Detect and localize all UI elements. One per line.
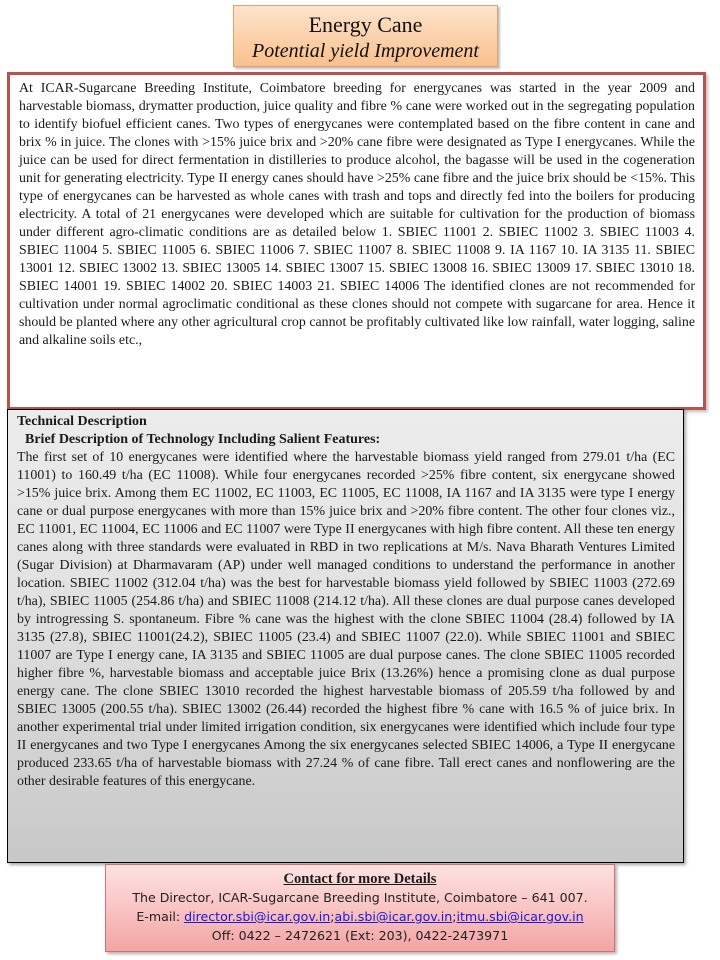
technical-subheading: Brief Description of Technology Including Salient Features: [25,432,381,447]
intro-section [7,72,706,410]
email-link-itmu[interactable]: itmu.sbi@icar.gov.in [456,909,584,924]
contact-phone: Off: 0422 – 2472621 (Ext: 203), 0422-2473971 [211,928,509,943]
page-title: Energy Cane [308,12,423,37]
contact-emails [106,907,614,926]
title-banner [233,5,498,67]
technical-heading: Technical Description [17,414,147,429]
email-separator: ; [330,909,335,924]
email-label: E-mail: [136,909,185,924]
contact-address: The Director, ICAR-Sugarcane Breeding Institute, Coimbatore – 641 007. [132,890,588,905]
page-subtitle: Potential yield Improvement [252,40,479,62]
email-link-director[interactable]: director.sbi@icar.gov.in [184,909,331,924]
contact-section [105,864,615,952]
contact-title: Contact for more Details [283,871,437,887]
intro-paragraph: At ICAR-Sugarcane Breeding Institute, Coimbatore breeding for energycanes was started in the year 2009 and harvestable biomass, drymatter production, juice quality and fibre % cane were worked out in the segregating population to identify biofuel efficient canes. Two types of energycanes were contemplated based on the fibre content in cane and brix % in juice. The clones with >15% juice brix and >20% cane fibre were designated as Type I energycanes. While the juice can be used for direct fermentation in distilleries to produce alcohol, the bagasse will be used in the cogeneration unit for generating electricity. Type II energy canes should have >25% cane fibre and the juice brix should be <15%. This type of energycanes can be harvested as whole canes with trash and tops and directly fed into the boilers for producing electricity. A total of 21 energycanes were developed which are suitable for cultivation for the production of biomass under different agro-climatic conditions are as detailed below 1. SBIEC 11001 2. SBIEC 11002 3. SBIEC 11003 4. SBIEC 11004 5. SBIEC 11005 6. SBIEC 11006 7. SBIEC 11007 8. SBIEC 11008 9. IA 1167 10. IA 3135 11. SBIEC 13001 12. SBIEC 13002 13. SBIEC 13005 14. SBIEC 13007 15. SBIEC 13008 16. SBIEC 13009 17. SBIEC 13010 18. SBIEC 14001 19. SBIEC 14002 20. SBIEC 14003 21. SBIEC 14006 The identified clones are not recommended for cultivation under normal agroclimatic conditional as these clones should not compete with sugarcane for area. Hence it should be planted where any other agricultural crop cannot be profitably cultivated like low rainfall, water logging, saline and alkaline soils etc., [19,81,695,348]
email-link-abi[interactable]: abi.sbi@icar.gov.in [334,909,453,924]
technical-description-section [7,409,684,863]
email-separator: ; [452,909,457,924]
technical-paragraph: The first set of 10 energycanes were identified where the harvestable biomass yield ranged from 279.01 t/ha (EC 11001) to 160.49 t/ha (EC 11008). While four energycanes recorded >25% fibre content, six energycane showed >15% juice brix. Among them EC 11002, EC 11003, EC 11005, EC 11008, IA 1167 and IA 3135 were type I energy cane or dual purpose energycanes with more than 15% juice brix and >20% fibre content. The other four clones viz., EC 11001, EC 11004, EC 11006 and EC 11007 were Type II energycanes with high fibre content. All these ten energy canes along with three standards were evaluated in RBD in two replications at M/s. Nava Bharath Ventures Limited (Sugar Division) at Dharmavaram (AP) under well managed conditions to understand the performance in another location. SBIEC 11002 (312.04 t/ha) was the best for harvestable biomass yield followed by SBIEC 11003 (272.69 t/ha), SBIEC 11005 (254.86 t/ha) and SBIEC 11008 (214.12 t/ha). All these clones are dual purpose canes developed by introgressing S. spontaneum. Fibre % cane was the highest with the clone SBIEC 11004 (28.4) followed by IA 3135 (27.8), SBIEC 11001(24.2), SBIEC 11005 (23.4) and SBIEC 11007 (22.0). While SBIEC 11001 and SBIEC 11007 are Type I energy cane, IA 3135 and SBIEC 11005 are dual purpose canes. The clone SBIEC 11005 recorded higher fibre %, harvestable biomass and acceptable juice Brix (13.26%) hence a promising clone as dual purpose energy cane. The clone SBIEC 13010 recorded the highest harvestable biomass of 205.59 t/ha followed by and SBIEC 13005 (200.55 t/ha). SBIEC 13002 (26.44) recorded the highest fibre % cane with 16.5 % of juice brix. In another experimental trial under limited irrigation condition, six energycanes were identified which include four type II energycanes and two Type I energycanes Among the six energycanes selected SBIEC 14006, a Type II energycane produced 233.65 t/ha of harvestable biomass with 27.24 % of cane fibre. Tall erect canes and nonflowering are the other desirable features of this energycane. [17,450,675,789]
